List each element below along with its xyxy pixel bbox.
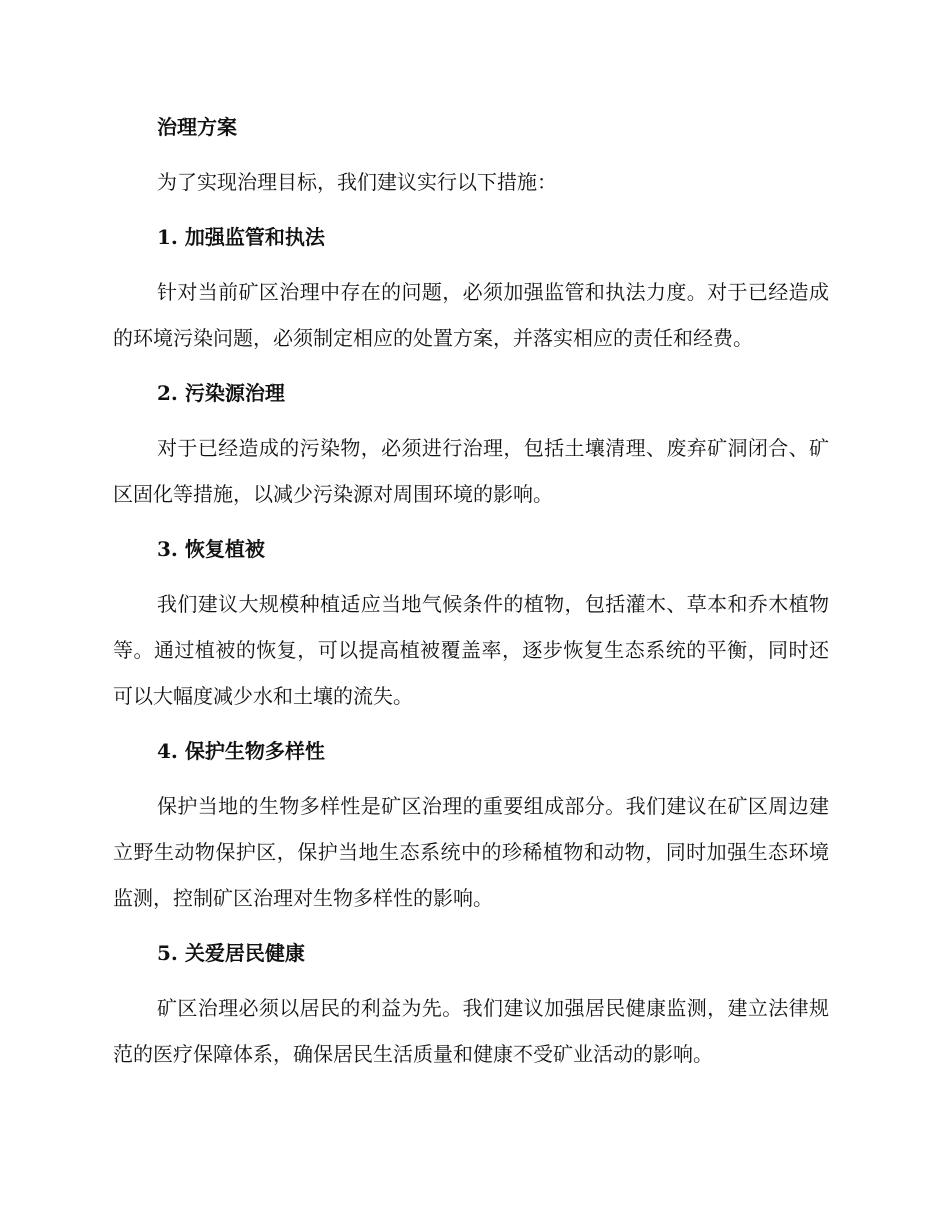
section-body-3: 我们建议大规模种植适应当地气候条件的植物，包括灌木、草本和乔木植物等。通过植被的恢复，可以提高植被覆盖率，逐步恢复生态系统的平衡，同时还可以大幅度减少水和土壤的流失。 (113, 592, 829, 708)
section-heading-3: 3. 恢复植被 (157, 537, 265, 561)
section-body-4: 保护当地的生物多样性是矿区治理的重要组成部分。我们建议在矿区周边建立野生动物保护区，保护当地生态系统中的珍稀植物和动物，同时加强生态环境监测，控制矿区治理对生物多样性的影响。 (113, 794, 829, 910)
section-heading-5: 5. 关爱居民健康 (157, 941, 305, 965)
document-title: 治理方案 (157, 115, 237, 139)
document-body (113, 104, 829, 1086)
section-heading-1: 1. 加强监管和执法 (157, 225, 325, 249)
section-heading-2: 2. 污染源治理 (157, 381, 285, 405)
intro-paragraph: 为了实现治理目标，我们建议实行以下措施： (157, 170, 557, 194)
section-body-1: 针对当前矿区治理中存在的问题，必须加强监管和执法力度。对于已经造成的环境污染问题，必须制定相应的处置方案，并落实相应的责任和经费。 (113, 280, 829, 350)
section-body-2: 对于已经造成的污染物，必须进行治理，包括土壤清理、废弃矿洞闭合、矿区固化等措施，以减少污染源对周围环境的影响。 (113, 436, 829, 506)
section-body-5: 矿区治理必须以居民的利益为先。我们建议加强居民健康监测，建立法律规范的医疗保障体系，确保居民生活质量和健康不受矿业活动的影响。 (113, 996, 829, 1066)
section-heading-4: 4. 保护生物多样性 (157, 739, 325, 763)
